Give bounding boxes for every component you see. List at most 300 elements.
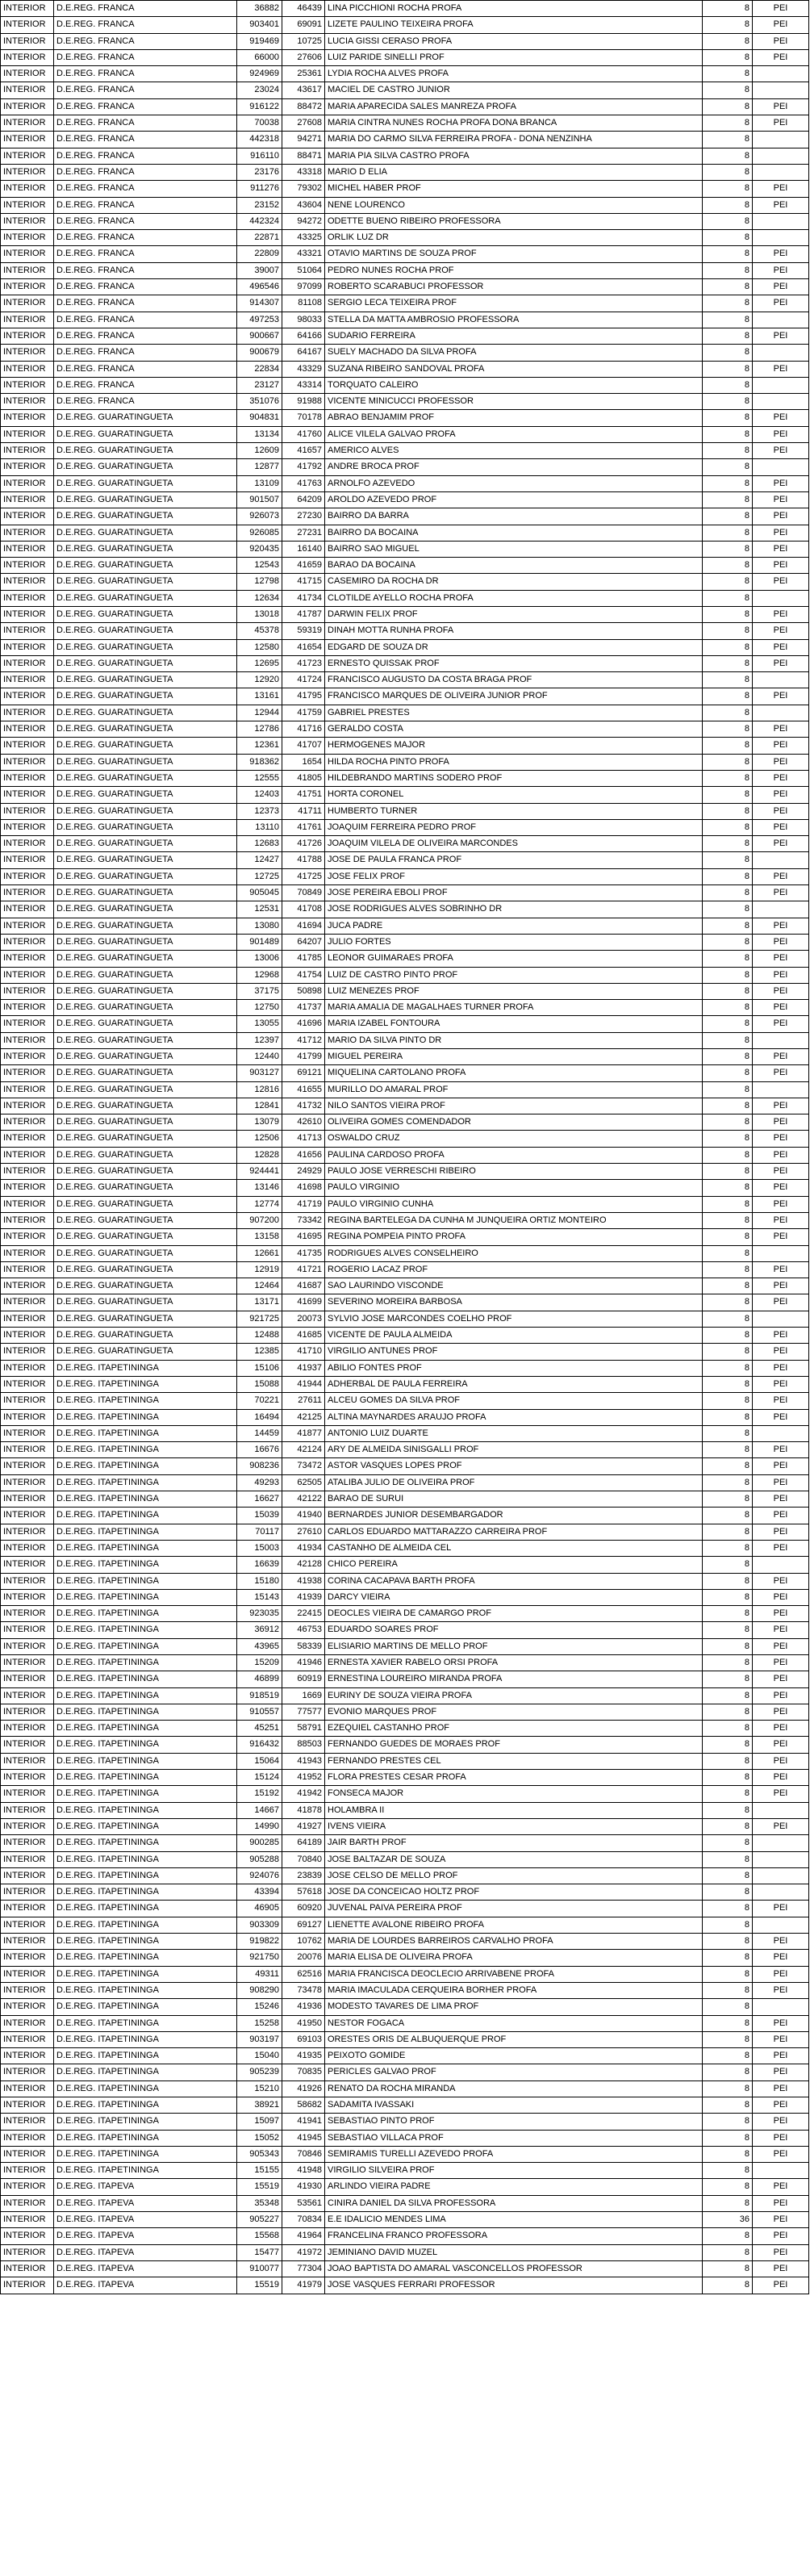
school-code-cell: 45378 <box>237 623 282 639</box>
count-cell: 8 <box>703 279 753 295</box>
region-cell: INTERIOR <box>1 590 54 606</box>
school-name-cell: ABRAO BENJAMIM PROF <box>325 410 703 426</box>
program-cell: PEI <box>753 934 809 950</box>
program-cell: PEI <box>753 1376 809 1392</box>
table-row <box>1 1884 809 1901</box>
cie-code-cell: 41878 <box>282 1802 325 1818</box>
region-cell: INTERIOR <box>1 2195 54 2211</box>
table-row <box>1 1687 809 1704</box>
directorate-cell: D.E.REG. GUARATINGUETA <box>54 1114 237 1131</box>
count-cell: 8 <box>703 836 753 852</box>
cie-code-cell: 42122 <box>282 1491 325 1508</box>
school-code-cell: 12828 <box>237 1147 282 1163</box>
count-cell: 8 <box>703 1278 753 1294</box>
region-cell: INTERIOR <box>1 2080 54 2097</box>
region-cell: INTERIOR <box>1 1851 54 1867</box>
region-cell: INTERIOR <box>1 721 54 738</box>
table-row <box>1 1638 809 1654</box>
table-row <box>1 1032 809 1048</box>
program-cell: PEI <box>753 1049 809 1065</box>
school-code-cell: 905227 <box>237 2212 282 2228</box>
school-name-cell: DARCY VIEIRA <box>325 1589 703 1605</box>
directorate-cell: D.E.REG. ITAPETININGA <box>54 1557 237 1573</box>
program-cell: PEI <box>753 2064 809 2080</box>
table-row <box>1 590 809 606</box>
region-cell: INTERIOR <box>1 1376 54 1392</box>
school-code-cell: 916110 <box>237 148 282 164</box>
program-cell: PEI <box>753 951 809 967</box>
directorate-cell: D.E.REG. ITAPETININGA <box>54 1917 237 1933</box>
program-cell: PEI <box>753 181 809 197</box>
table-row <box>1 2228 809 2244</box>
program-cell: PEI <box>753 541 809 557</box>
directorate-cell: D.E.REG. ITAPETININGA <box>54 1508 237 1524</box>
directorate-cell: D.E.REG. ITAPETININGA <box>54 1721 237 1737</box>
table-row <box>1 1770 809 1786</box>
cie-code-cell: 25361 <box>282 66 325 82</box>
school-name-cell: JOSE BALTAZAR DE SOUZA <box>325 1851 703 1867</box>
count-cell: 8 <box>703 230 753 246</box>
table-row <box>1 312 809 328</box>
program-cell: PEI <box>753 246 809 262</box>
school-code-cell: 15210 <box>237 2080 282 2097</box>
count-cell: 8 <box>703 1180 753 1196</box>
count-cell: 8 <box>703 1589 753 1605</box>
school-name-cell: REGINA BARTELEGA DA CUNHA M JUNQUEIRA ORTIZ MONTEIRO <box>325 1212 703 1228</box>
directorate-cell: D.E.REG. GUARATINGUETA <box>54 1196 237 1212</box>
cie-code-cell: 41655 <box>282 1081 325 1098</box>
school-code-cell: 12385 <box>237 1344 282 1360</box>
directorate-cell: D.E.REG. GUARATINGUETA <box>54 672 237 688</box>
region-cell: INTERIOR <box>1 868 54 884</box>
count-cell: 8 <box>703 1491 753 1508</box>
school-code-cell: 12725 <box>237 868 282 884</box>
region-cell: INTERIOR <box>1 262 54 278</box>
region-cell: INTERIOR <box>1 574 54 590</box>
program-cell <box>753 312 809 328</box>
table-row <box>1 1966 809 1982</box>
cie-code-cell: 27610 <box>282 1524 325 1540</box>
program-cell: PEI <box>753 295 809 312</box>
program-cell: PEI <box>753 1982 809 1998</box>
directorate-cell: D.E.REG. GUARATINGUETA <box>54 558 237 574</box>
count-cell: 8 <box>703 33 753 49</box>
cie-code-cell: 58339 <box>282 1638 325 1654</box>
directorate-cell: D.E.REG. ITAPETININGA <box>54 1999 237 2015</box>
program-cell <box>753 1032 809 1048</box>
count-cell: 8 <box>703 475 753 491</box>
school-name-cell: ATALIBA JULIO DE OLIVEIRA PROF <box>325 1474 703 1491</box>
school-name-cell: JOSE DA CONCEICAO HOLTZ PROF <box>325 1884 703 1901</box>
cie-code-cell: 41656 <box>282 1147 325 1163</box>
school-code-cell: 70221 <box>237 1393 282 1409</box>
count-cell: 8 <box>703 819 753 835</box>
directorate-cell: D.E.REG. FRANCA <box>54 115 237 132</box>
directorate-cell: D.E.REG. ITAPEVA <box>54 2179 237 2195</box>
region-cell: INTERIOR <box>1 1229 54 1245</box>
program-cell: PEI <box>753 721 809 738</box>
school-code-cell: 12373 <box>237 803 282 819</box>
region-cell: INTERIOR <box>1 803 54 819</box>
region-cell: INTERIOR <box>1 1818 54 1834</box>
directorate-cell: D.E.REG. GUARATINGUETA <box>54 934 237 950</box>
school-name-cell: TORQUATO CALEIRO <box>325 377 703 393</box>
school-code-cell: 901489 <box>237 934 282 950</box>
school-name-cell: ANTONIO LUIZ DUARTE <box>325 1425 703 1441</box>
directorate-cell: D.E.REG. GUARATINGUETA <box>54 639 237 655</box>
school-name-cell: E.E IDALICIO MENDES LIMA <box>325 2212 703 2228</box>
school-code-cell: 926073 <box>237 508 282 525</box>
program-cell: PEI <box>753 787 809 803</box>
table-row <box>1 2097 809 2114</box>
table-row <box>1 967 809 983</box>
table-row <box>1 1360 809 1376</box>
cie-code-cell: 41737 <box>282 1000 325 1016</box>
region-cell: INTERIOR <box>1 934 54 950</box>
region-cell: INTERIOR <box>1 606 54 622</box>
table-row <box>1 262 809 278</box>
table-row <box>1 558 809 574</box>
table-row <box>1 197 809 213</box>
cie-code-cell: 73472 <box>282 1458 325 1474</box>
school-name-cell: PAULINA CARDOSO PROFA <box>325 1147 703 1163</box>
table-row <box>1 934 809 950</box>
school-code-cell: 905045 <box>237 885 282 901</box>
school-code-cell: 36912 <box>237 1622 282 1638</box>
school-name-cell: CASEMIRO DA ROCHA DR <box>325 574 703 590</box>
school-name-cell: JOSE CELSO DE MELLO PROF <box>325 1867 703 1884</box>
school-code-cell: 12877 <box>237 459 282 475</box>
table-row <box>1 1328 809 1344</box>
region-cell: INTERIOR <box>1 213 54 229</box>
directorate-cell: D.E.REG. ITAPETININGA <box>54 1360 237 1376</box>
directorate-cell: D.E.REG. GUARATINGUETA <box>54 541 237 557</box>
region-cell: INTERIOR <box>1 246 54 262</box>
directorate-cell: D.E.REG. GUARATINGUETA <box>54 721 237 738</box>
count-cell: 8 <box>703 1704 753 1720</box>
school-name-cell: LUIZ MENEZES PROF <box>325 983 703 999</box>
school-code-cell: 914307 <box>237 295 282 312</box>
directorate-cell: D.E.REG. ITAPETININGA <box>54 1934 237 1950</box>
directorate-cell: D.E.REG. FRANCA <box>54 262 237 278</box>
directorate-cell: D.E.REG. ITAPEVA <box>54 2244 237 2260</box>
region-cell: INTERIOR <box>1 1131 54 1147</box>
region-cell: INTERIOR <box>1 459 54 475</box>
school-code-cell: 13018 <box>237 606 282 622</box>
school-code-cell: 12580 <box>237 639 282 655</box>
count-cell: 8 <box>703 639 753 655</box>
region-cell: INTERIOR <box>1 164 54 180</box>
count-cell: 8 <box>703 1606 753 1622</box>
count-cell: 8 <box>703 2179 753 2195</box>
school-name-cell: CORINA CACAPAVA BARTH PROFA <box>325 1573 703 1589</box>
school-name-cell: HORTA CORONEL <box>325 787 703 803</box>
program-cell: PEI <box>753 2097 809 2114</box>
table-row <box>1 2163 809 2179</box>
school-code-cell: 15180 <box>237 1573 282 1589</box>
count-cell: 8 <box>703 787 753 803</box>
cie-code-cell: 46439 <box>282 1 325 17</box>
directorate-cell: D.E.REG. ITAPEVA <box>54 2228 237 2244</box>
region-cell: INTERIOR <box>1 49 54 65</box>
school-name-cell: CLOTILDE AYELLO ROCHA PROFA <box>325 590 703 606</box>
cie-code-cell: 42124 <box>282 1442 325 1458</box>
count-cell: 8 <box>703 1245 753 1261</box>
school-code-cell: 46899 <box>237 1671 282 1687</box>
school-name-cell: HERMOGENES MAJOR <box>325 738 703 754</box>
cie-code-cell: 27606 <box>282 49 325 65</box>
cie-code-cell: 46753 <box>282 1622 325 1638</box>
school-name-cell: SUZANA RIBEIRO SANDOVAL PROFA <box>325 361 703 377</box>
school-name-cell: SEBASTIAO VILLACA PROF <box>325 2130 703 2146</box>
school-name-cell: SADAMITA IVASSAKI <box>325 2097 703 2114</box>
directorate-cell: D.E.REG. ITAPETININGA <box>54 1589 237 1605</box>
school-code-cell: 910077 <box>237 2260 282 2277</box>
region-cell: INTERIOR <box>1 295 54 312</box>
region-cell: INTERIOR <box>1 2228 54 2244</box>
count-cell: 8 <box>703 655 753 671</box>
table-row <box>1 1164 809 1180</box>
cie-code-cell: 41936 <box>282 1999 325 2015</box>
school-name-cell: NENE LOURENCO <box>325 197 703 213</box>
program-cell: PEI <box>753 1687 809 1704</box>
count-cell: 8 <box>703 2031 753 2047</box>
region-cell: INTERIOR <box>1 345 54 361</box>
count-cell: 8 <box>703 1376 753 1392</box>
school-code-cell: 14990 <box>237 1818 282 1834</box>
directorate-cell: D.E.REG. ITAPETININGA <box>54 1835 237 1851</box>
count-cell: 8 <box>703 2228 753 2244</box>
school-name-cell: FRANCISCO AUGUSTO DA COSTA BRAGA PROF <box>325 672 703 688</box>
program-cell <box>753 66 809 82</box>
table-row <box>1 2064 809 2080</box>
cie-code-cell: 41945 <box>282 2130 325 2146</box>
cie-code-cell: 41964 <box>282 2228 325 2244</box>
program-cell: PEI <box>753 2244 809 2260</box>
school-code-cell: 15143 <box>237 1589 282 1605</box>
school-code-cell: 15258 <box>237 2015 282 2031</box>
cie-code-cell: 41763 <box>282 475 325 491</box>
count-cell: 8 <box>703 1818 753 1834</box>
cie-code-cell: 41940 <box>282 1508 325 1524</box>
region-cell: INTERIOR <box>1 426 54 442</box>
program-cell: PEI <box>753 967 809 983</box>
directorate-cell: D.E.REG. GUARATINGUETA <box>54 951 237 967</box>
directorate-cell: D.E.REG. GUARATINGUETA <box>54 803 237 819</box>
school-code-cell: 22809 <box>237 246 282 262</box>
cie-code-cell: 1654 <box>282 754 325 770</box>
table-row <box>1 803 809 819</box>
school-code-cell: 900667 <box>237 328 282 344</box>
region-cell: INTERIOR <box>1 754 54 770</box>
school-code-cell: 15097 <box>237 2114 282 2130</box>
cie-code-cell: 41723 <box>282 655 325 671</box>
school-code-cell: 900285 <box>237 1835 282 1851</box>
directorate-cell: D.E.REG. GUARATINGUETA <box>54 1081 237 1098</box>
table-row <box>1 230 809 246</box>
region-cell: INTERIOR <box>1 1474 54 1491</box>
table-row <box>1 688 809 705</box>
directorate-cell: D.E.REG. ITAPETININGA <box>54 2146 237 2162</box>
directorate-cell: D.E.REG. GUARATINGUETA <box>54 1049 237 1065</box>
directorate-cell: D.E.REG. GUARATINGUETA <box>54 491 237 508</box>
table-row <box>1 98 809 115</box>
program-cell: PEI <box>753 1950 809 1966</box>
school-name-cell: ALCEU GOMES DA SILVA PROF <box>325 1393 703 1409</box>
cie-code-cell: 41732 <box>282 1098 325 1114</box>
program-cell: PEI <box>753 1786 809 1802</box>
school-name-cell: LUIZ PARIDE SINELLI PROF <box>325 49 703 65</box>
table-row <box>1 1229 809 1245</box>
count-cell: 8 <box>703 262 753 278</box>
school-code-cell: 916432 <box>237 1737 282 1753</box>
cie-code-cell: 88472 <box>282 98 325 115</box>
school-code-cell: 12798 <box>237 574 282 590</box>
region-cell: INTERIOR <box>1 1835 54 1851</box>
count-cell: 8 <box>703 1671 753 1687</box>
school-code-cell: 908236 <box>237 1458 282 1474</box>
cie-code-cell: 43325 <box>282 230 325 246</box>
table-row <box>1 49 809 65</box>
region-cell: INTERIOR <box>1 819 54 835</box>
table-row <box>1 66 809 82</box>
table-row <box>1 1851 809 1867</box>
region-cell: INTERIOR <box>1 230 54 246</box>
directorate-cell: D.E.REG. FRANCA <box>54 1 237 17</box>
region-cell: INTERIOR <box>1 1557 54 1573</box>
program-cell: PEI <box>753 443 809 459</box>
table-row <box>1 181 809 197</box>
directorate-cell: D.E.REG. GUARATINGUETA <box>54 443 237 459</box>
count-cell: 8 <box>703 1065 753 1081</box>
region-cell: INTERIOR <box>1 2260 54 2277</box>
count-cell: 8 <box>703 345 753 361</box>
region-cell: INTERIOR <box>1 1245 54 1261</box>
school-name-cell: BARAO DE SURUI <box>325 1491 703 1508</box>
program-cell: PEI <box>753 1180 809 1196</box>
count-cell: 8 <box>703 2015 753 2031</box>
cie-code-cell: 94271 <box>282 132 325 148</box>
school-code-cell: 903309 <box>237 1917 282 1933</box>
directorate-cell: D.E.REG. FRANCA <box>54 181 237 197</box>
region-cell: INTERIOR <box>1 1147 54 1163</box>
school-name-cell: MARIA IMACULADA CERQUEIRA BORHER PROFA <box>325 1982 703 1998</box>
cie-code-cell: 60920 <box>282 1901 325 1917</box>
table-row <box>1 1425 809 1441</box>
cie-code-cell: 41942 <box>282 1786 325 1802</box>
table-row <box>1 1721 809 1737</box>
count-cell: 8 <box>703 312 753 328</box>
program-cell: PEI <box>753 558 809 574</box>
directorate-cell: D.E.REG. GUARATINGUETA <box>54 1131 237 1147</box>
table-row <box>1 721 809 738</box>
directorate-cell: D.E.REG. ITAPETININGA <box>54 1753 237 1769</box>
school-name-cell: MARIO DA SILVA PINTO DR <box>325 1032 703 1048</box>
school-name-cell: ARNOLFO AZEVEDO <box>325 475 703 491</box>
directorate-cell: D.E.REG. ITAPETININGA <box>54 1654 237 1671</box>
table-row <box>1 1589 809 1605</box>
region-cell: INTERIOR <box>1 1360 54 1376</box>
table-row <box>1 1867 809 1884</box>
program-cell: PEI <box>753 1966 809 1982</box>
directorate-cell: D.E.REG. ITAPETININGA <box>54 2048 237 2064</box>
school-name-cell: VICENTE MINICUCCI PROFESSOR <box>325 394 703 410</box>
program-cell: PEI <box>753 983 809 999</box>
school-name-cell: BERNARDES JUNIOR DESEMBARGADOR <box>325 1508 703 1524</box>
cie-code-cell: 64189 <box>282 1835 325 1851</box>
count-cell: 8 <box>703 738 753 754</box>
region-cell: INTERIOR <box>1 1540 54 1556</box>
school-name-cell: ORLIK LUZ DR <box>325 230 703 246</box>
school-name-cell: LINA PICCHIONI ROCHA PROFA <box>325 1 703 17</box>
directorate-cell: D.E.REG. GUARATINGUETA <box>54 623 237 639</box>
region-cell: INTERIOR <box>1 852 54 868</box>
program-cell: PEI <box>753 1065 809 1081</box>
program-cell: PEI <box>753 754 809 770</box>
school-code-cell: 907200 <box>237 1212 282 1228</box>
count-cell: 8 <box>703 1966 753 1982</box>
school-name-cell: FERNANDO PRESTES CEL <box>325 1753 703 1769</box>
program-cell: PEI <box>753 262 809 278</box>
region-cell: INTERIOR <box>1 1196 54 1212</box>
cie-code-cell: 41948 <box>282 2163 325 2179</box>
program-cell <box>753 590 809 606</box>
count-cell: 8 <box>703 1229 753 1245</box>
school-code-cell: 13079 <box>237 1114 282 1131</box>
count-cell: 8 <box>703 1131 753 1147</box>
count-cell: 8 <box>703 2195 753 2211</box>
count-cell: 8 <box>703 1917 753 1933</box>
directorate-cell: D.E.REG. ITAPEVA <box>54 2260 237 2277</box>
region-cell: INTERIOR <box>1 770 54 786</box>
directorate-cell: D.E.REG. FRANCA <box>54 377 237 393</box>
school-name-cell: LUIZ DE CASTRO PINTO PROF <box>325 967 703 983</box>
region-cell: INTERIOR <box>1 1000 54 1016</box>
table-row <box>1 2130 809 2146</box>
school-code-cell: 12543 <box>237 558 282 574</box>
school-name-cell: EZEQUIEL CASTANHO PROF <box>325 1721 703 1737</box>
count-cell: 8 <box>703 705 753 721</box>
program-cell: PEI <box>753 606 809 622</box>
school-name-cell: MURILLO DO AMARAL PROF <box>325 1081 703 1098</box>
directorate-cell: D.E.REG. GUARATINGUETA <box>54 459 237 475</box>
school-code-cell: 15040 <box>237 2048 282 2064</box>
program-cell <box>753 377 809 393</box>
count-cell: 8 <box>703 1049 753 1065</box>
school-code-cell: 919469 <box>237 33 282 49</box>
program-cell <box>753 1999 809 2015</box>
count-cell: 8 <box>703 377 753 393</box>
table-row <box>1 606 809 622</box>
cie-code-cell: 57618 <box>282 1884 325 1901</box>
program-cell: PEI <box>753 508 809 525</box>
cie-code-cell: 24929 <box>282 1164 325 1180</box>
count-cell: 8 <box>703 1982 753 1998</box>
directorate-cell: D.E.REG. FRANCA <box>54 197 237 213</box>
table-row <box>1 2260 809 2277</box>
region-cell: INTERIOR <box>1 1098 54 1114</box>
table-row <box>1 1065 809 1081</box>
region-cell: INTERIOR <box>1 491 54 508</box>
region-cell: INTERIOR <box>1 1802 54 1818</box>
school-code-cell: 442324 <box>237 213 282 229</box>
table-row <box>1 2015 809 2031</box>
school-code-cell: 49311 <box>237 1966 282 1982</box>
region-cell: INTERIOR <box>1 1934 54 1950</box>
region-cell: INTERIOR <box>1 279 54 295</box>
cie-code-cell: 43329 <box>282 361 325 377</box>
table-row <box>1 1508 809 1524</box>
